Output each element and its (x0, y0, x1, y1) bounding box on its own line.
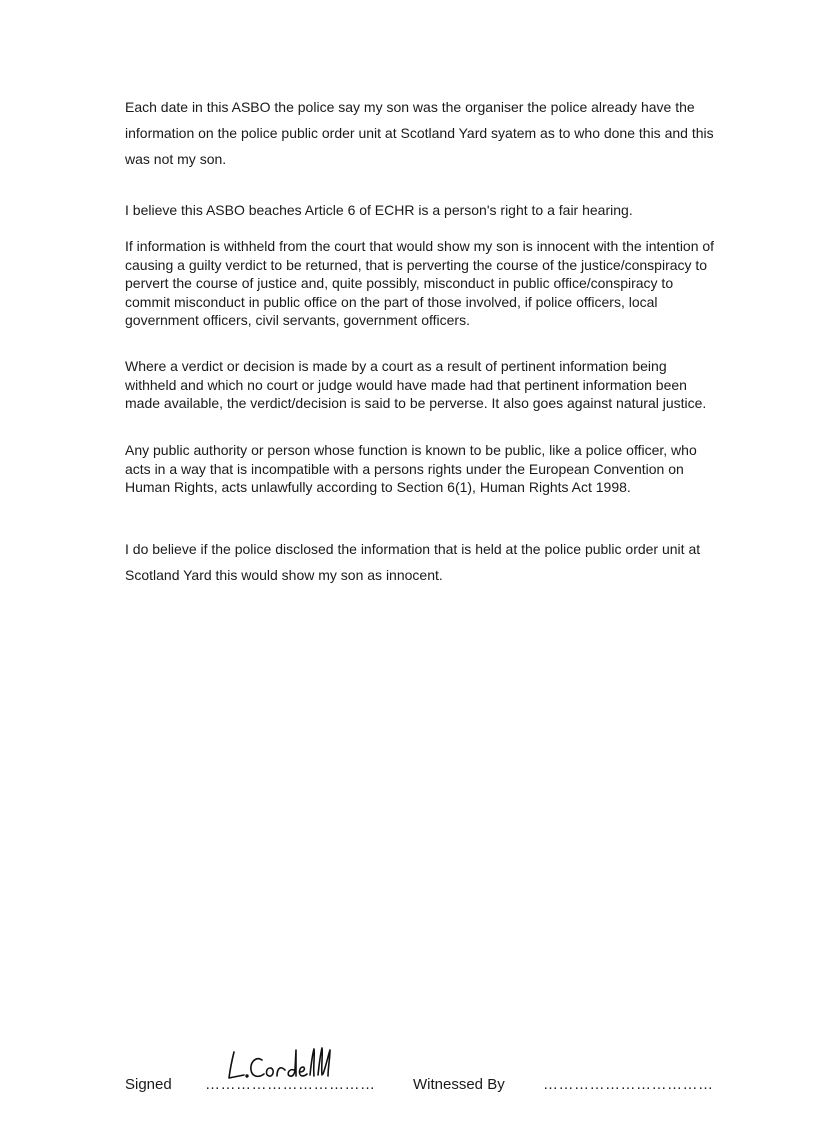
paragraph-article-6: I believe this ASBO beaches Article 6 of ECHR is a person's right to a fair hearing. (125, 202, 633, 218)
paragraph-disclosure: I do believe if the police disclosed the information that is held at the police public order unit at Scotland Yard this would show my son as innocent. (125, 541, 701, 583)
signed-label: Signed (125, 1076, 172, 1093)
signature-row (0, 1076, 827, 1100)
signed-dotted-line: …………………………… (205, 1076, 376, 1093)
paragraph-asbo-organiser: Each date in this ASBO the police say my son was the organiser the police already have the information on the police public order unit at Scotland Yard syatem as to who done this and this was not my son. (125, 99, 714, 167)
paragraph-verdict-perverse: Where a verdict or decision is made by a court as a result of pertinent information being withheld and which no court or judge would have made had that pertinent information been made available, the verdict/decision is said to be perverse. It also goes against natural justice. (125, 358, 707, 411)
paragraph-information-withheld: If information is withheld from the court that would show my son is innocent with the intention of causing a guilty verdict to be returned, that is perverting the course of the justice/conspiracy to pervert the course of justice and, quite possibly, misconduct in public office/conspiracy to commit misconduct in public office on the part of those involved, if police officers, local government officers, civil servants, government officers. (125, 238, 715, 328)
paragraph-public-authority: Any public authority or person whose function is known to be public, like a police officer, who acts in a way that is incompatible with a persons rights under the European Convention on Human Rights, acts unlawfully according to Section 6(1), Human Rights Act 1998. (125, 442, 697, 495)
witnessed-dotted-line: …………………………… (543, 1076, 714, 1093)
witnessed-by-label: Witnessed By (413, 1076, 505, 1093)
